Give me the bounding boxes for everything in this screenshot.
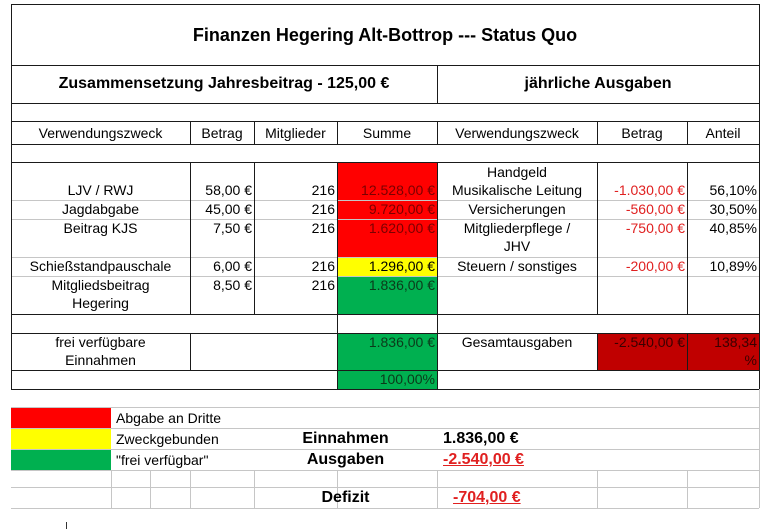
income-zweck: Hegering [72, 295, 129, 311]
legend-swatch-yellow [11, 429, 111, 449]
free-label-2: Einnahmen [65, 352, 136, 368]
income-betrag: 7,50 € [213, 220, 252, 236]
col-header-summe: Summe [362, 125, 412, 141]
expense-betrag: -200,00 € [625, 258, 685, 274]
legend-label-zweckgebunden: Zweckgebunden [116, 431, 219, 447]
income-summe: 1.836,00 € [368, 277, 435, 293]
income-mitglieder: 216 [311, 201, 335, 217]
col-header-mitglieder: Mitglieder [265, 125, 326, 141]
summary-ausgaben-label: Ausgaben [306, 451, 385, 468]
income-zweck: Schießstandpauschale [29, 258, 172, 274]
income-zweck: Mitgliedsbeitrag [51, 277, 150, 293]
expense-zweck: JHV [503, 238, 531, 254]
expense-zweck: Musikalische Leitung [452, 182, 582, 198]
income-mitglieder: 216 [311, 220, 335, 236]
section-header-income: Zusammensetzung Jahresbeitrag - 125,00 € [58, 75, 390, 92]
text-cursor-mark [66, 522, 67, 529]
expense-zweck: Mitgliederpflege / [463, 220, 571, 236]
free-summe: 1.836,00 € [368, 334, 435, 350]
summary-einnahmen-value: 1.836,00 € [443, 430, 519, 447]
summary-einnahmen-label: Einnahmen [302, 430, 389, 447]
income-betrag: 58,00 € [205, 182, 252, 198]
income-betrag: 6,00 € [213, 258, 252, 274]
income-zweck: Jagdabgabe [61, 201, 140, 217]
expense-zweck: Versicherungen [468, 201, 566, 217]
page-title: Finanzen Hegering Alt-Bottrop --- Status Quo [192, 25, 578, 45]
expense-betrag: -560,00 € [625, 201, 685, 217]
gesamt-anteil: 138,34 [714, 334, 757, 350]
expense-zweck: Handgeld [487, 164, 547, 180]
income-mitglieder: 216 [311, 258, 335, 274]
gesamt-anteil-2: % [744, 352, 757, 368]
income-mitglieder: 216 [311, 182, 335, 198]
expense-betrag: -750,00 € [625, 220, 685, 236]
col-header-betrag-right: Betrag [621, 125, 663, 141]
summary-defizit-label: Defizit [321, 489, 370, 506]
income-zweck: LJV / RWJ [67, 182, 134, 198]
free-label: frei verfügbare [55, 334, 146, 350]
summary-defizit-value: -704,00 € [453, 489, 521, 506]
income-betrag: 8,50 € [213, 277, 252, 293]
legend-swatch-red [11, 408, 111, 428]
expense-anteil: 30,50% [709, 201, 757, 217]
free-percent: 100,00% [379, 371, 435, 387]
income-summe: 1.620,00 € [368, 220, 435, 236]
col-header-verwendungszweck-right: Verwendungszweck [455, 125, 579, 141]
gesamt-betrag: -2.540,00 € [614, 334, 685, 350]
legend-swatch-green [11, 450, 111, 470]
income-summe: 1.296,00 € [368, 258, 435, 274]
summary-ausgaben-value: -2.540,00 € [443, 451, 524, 468]
expense-anteil: 40,85% [709, 220, 757, 236]
income-summe: 12.528,00 € [361, 182, 435, 198]
col-header-anteil: Anteil [705, 125, 741, 141]
section-header-expenses: jährliche Ausgaben [524, 75, 672, 92]
expense-zweck: Steuern / sonstiges [457, 258, 577, 274]
expense-anteil: 56,10% [709, 182, 757, 198]
income-zweck: Beitrag KJS [63, 220, 138, 236]
income-betrag: 45,00 € [205, 201, 252, 217]
income-mitglieder: 216 [311, 277, 335, 293]
col-header-betrag: Betrag [201, 125, 243, 141]
gesamt-label: Gesamtausgaben [461, 334, 573, 350]
income-summe: 9.720,00 € [368, 201, 435, 217]
legend-label-abgabe: Abgabe an Dritte [116, 410, 222, 426]
expense-betrag: -1.030,00 € [614, 182, 685, 198]
legend-label-frei: "frei verfügbar" [116, 452, 209, 468]
col-header-verwendungszweck: Verwendungszweck [38, 125, 163, 141]
expense-anteil: 10,89% [709, 258, 757, 274]
